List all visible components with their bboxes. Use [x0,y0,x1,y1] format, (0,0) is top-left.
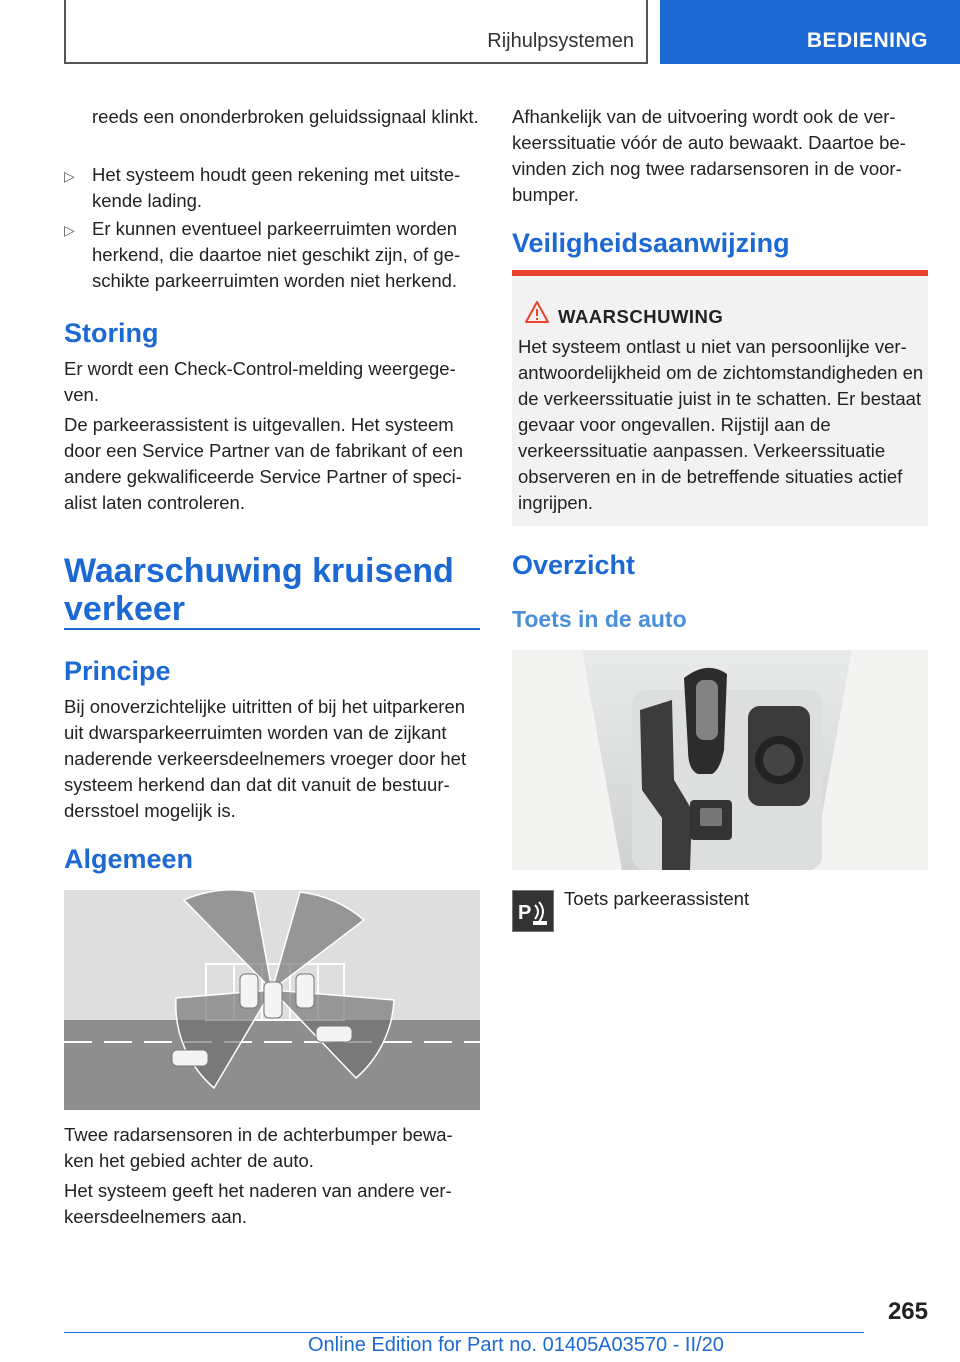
header-section-title: Rijhulpsystemen [487,30,634,52]
bullet-item: Het systeem houdt geen rekening met uitste-kende lading. [92,164,461,211]
warning-text: Het systeem ontlast u niet van persoonlijke ver-antwoordelijkheid om de zichtomstandigheden en de verkeerssituatie juist in te schatten. Er bestaat gevaar voor ongevallen. Rijstijl aan de verkeerssituatie aanpassen. Verkeerssituatie observeren en in de betreffende situaties actief ingrijpen. [518,336,924,513]
veiligheid-heading: Veiligheidsaanwijzing [512,228,790,258]
algemeen-paragraph-2: Het systeem geeft het naderen van andere ver-keersdeelnemers aan. [64,1180,452,1227]
warning-triangle-icon [524,300,550,324]
cross-traffic-diagram [64,890,480,1110]
intro-continuation: reeds een ononderbroken geluidssignaal klinkt. [92,106,479,127]
bullet-triangle-icon: ▷ [64,168,75,184]
page-number: 265 [887,1298,928,1325]
park-assist-button-icon [512,890,554,932]
right-intro-paragraph: Afhankelijk van de uitvoering wordt ook de ver-keerssituatie vóór de auto bewaakt. Daartoe be-vinden zich nog twee radarsensoren in de voor-bumper. [512,106,906,205]
toets-heading: Toets in de auto [512,606,687,632]
header-chapter-title: BEDIENING [806,29,928,52]
footer-divider [64,1332,864,1333]
bullet-item: Er kunnen eventueel parkeerruimten worden herkend, die daartoe niet geschikt zijn, of ge-schikte parkeerruimten worden niet herkend. [92,218,461,291]
algemeen-heading: Algemeen [64,844,194,874]
center-console-photo [512,650,928,870]
header-chapter-tab [660,0,960,64]
storing-paragraph-2: De parkeerassistent is uitgevallen. Het systeem door een Service Partner van de fabrikant of een andere gekwalificeerde Service Partner of speci-alist laten controleren. [64,414,464,513]
principe-heading: Principe [64,656,171,686]
header-section-tab [64,0,648,64]
storing-heading: Storing [64,318,159,348]
overzicht-heading: Overzicht [512,550,636,580]
section-heading: Waarschuwing kruisend verkeer [64,552,454,628]
principe-paragraph: Bij onoverzichtelijke uitritten of bij het uitparkeren uit dwarsparkeerruimten worden van de zijkant naderende verkeersdeelnemers vroeger door het systeem herkend dan dat dit vanuit de bestuur-dersstoel mogelijk is. [64,696,467,821]
svg-text:P: P [518,902,532,924]
bullet-triangle-icon: ▷ [64,222,75,238]
storing-paragraph-1: Er wordt een Check-Control-melding weergege-ven. [64,358,456,405]
warning-title: WAARSCHUWING [558,306,724,327]
warning-box [512,270,928,526]
section-divider [64,628,480,630]
footer-edition: Online Edition for Part no. 01405A03570 - II/20 [308,1334,724,1356]
algemeen-paragraph-1: Twee radarsensoren in de achterbumper bewa-ken het gebied achter de auto. [64,1124,453,1171]
button-caption: Toets parkeerassistent [564,888,750,909]
